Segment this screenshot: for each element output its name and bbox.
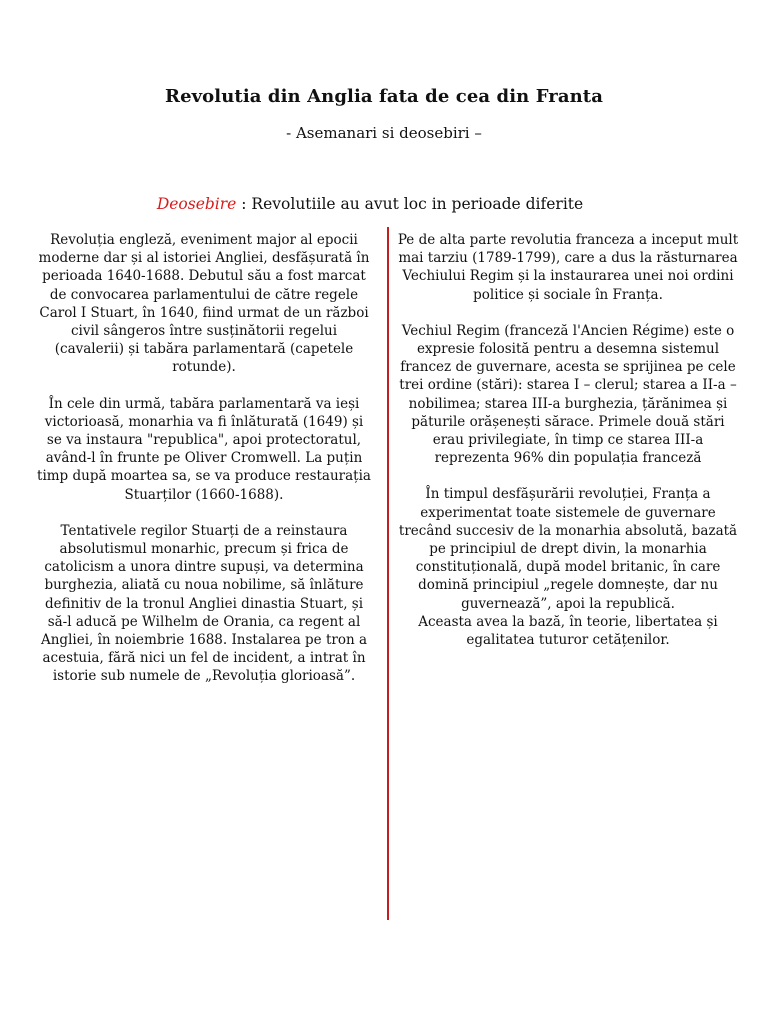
- paragraph: Revoluția engleză, eveniment major al epocii moderne dar și al istoriei Angliei, desfășurată în perioada 1640-1688. Debutul său a fost marcat de convocarea parlamentului de către regele Carol I Stuart, în 1640, fiind urmat de un război civil sângeros între susținătorii regelui (cavalerii) și tabăra parlamentară (capetele rotunde).: [38, 232, 370, 376]
- paragraph: Aceasta avea la bază, în teorie, libertatea și egalitatea tuturor cetățenilor.: [418, 613, 718, 649]
- section-heading: [0, 195, 740, 213]
- left-column: [36, 231, 372, 704]
- paragraph: Tentativele regilor Stuarți de a reinstaura absolutismul monarhic, precum și frica de catolicism a unora dintre supuși, va determina burghezia, aliată cu noua nobilime, să înlăture definitiv de la tronul Angliei dinastia Stuart, și să-l aducă pe Wilhelm de Orania, ca regent al Angliei, în noiembrie 1688. Instalarea pe tron a acestuia, fără nici un fel de incident, a intrat în istorie sub numele de „Revoluția glorioasă”.: [40, 522, 368, 685]
- right-column: [396, 231, 740, 667]
- section-label: Deosebire: [156, 195, 237, 213]
- paragraph: Pe de alta parte revolutia franceza a inceput mult mai tarziu (1789-1799), care a dus la răsturnarea Vechiului Regim și la instaurarea unei noi ordini politice și sociale în Franța.: [397, 232, 739, 303]
- paragraph: Vechiul Regim (franceză l'Ancien Régime) este o expresie folosită pentru a desemna sistemul francez de guvernare, acesta se sprijinea pe cele trei ordine (stări): starea I – clerul; starea a II-a – nobilimea; starea III-a burghezia, țărănimea și păturile orășenești sărace. Primele două stări erau privilegiate, în timp ce starea III-a reprezenta 96% din populația franceză: [399, 322, 737, 467]
- paragraph: În cele din urmă, tabăra parlamentară va ieși victorioasă, monarhia va fi înlăturată (1649) și se va instaura "republica", apoi protectoratul, având-l în frunte pe Oliver Cromwell. La puțin timp după moartea sa, se va produce restaurația Stuarților (1660-1688).: [37, 395, 371, 503]
- section-text: : Revolutiile au avut loc in perioade diferite: [236, 195, 584, 213]
- column-divider: [387, 227, 389, 920]
- paragraph: În timpul desfășurării revoluției, Franța a experimentat toate sistemele de guvernare trecând succesiv de la monarhia absolută, bazată pe principiul de drept divin, la monarhia constituțională, după model britanic, în care domină principiul „regele domnește, dar nu guvernează”, apoi la republică.: [398, 486, 738, 612]
- document-title: Revolutia din Anglia fata de cea din Franta: [165, 86, 603, 107]
- document-subtitle: - Asemanari si deosebiri –: [286, 124, 482, 142]
